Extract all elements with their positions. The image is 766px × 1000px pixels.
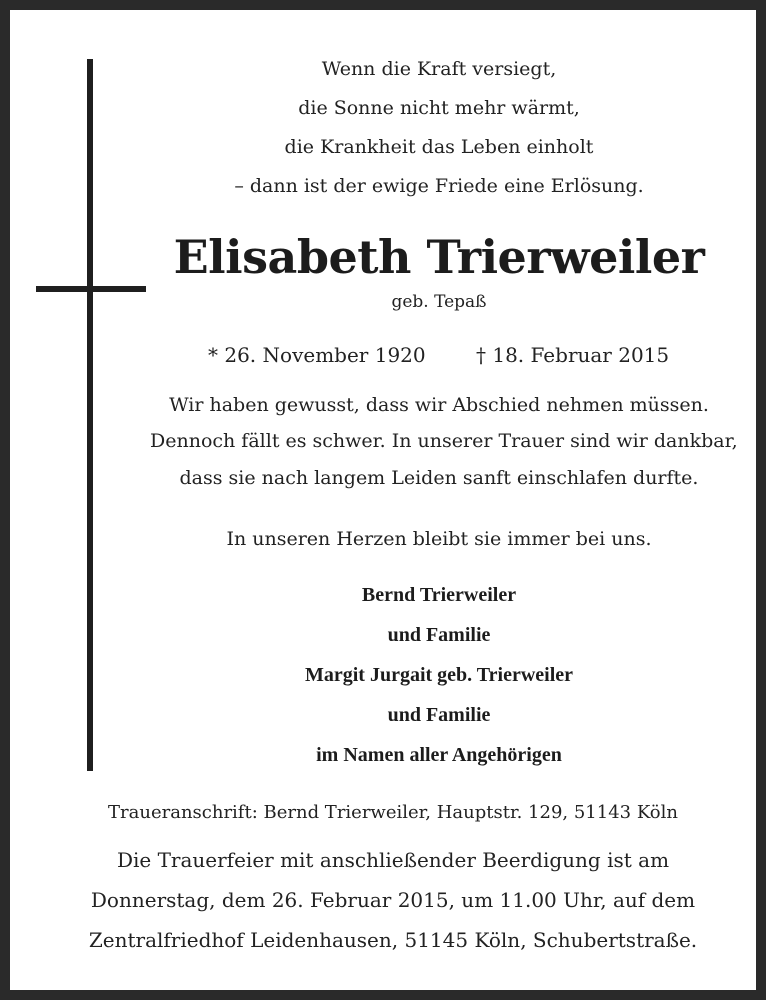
birth-name: geb. Tepaß: [391, 292, 487, 312]
mourner-line: im Namen aller Angehörigen: [316, 744, 562, 766]
mourner-line: Bernd Trierweiler: [361, 584, 517, 606]
verse-line: – dann ist der ewige Friede eine Erlösung.: [234, 175, 644, 197]
life-dates: [150, 343, 728, 367]
death-date: † 18. Februar 2015: [476, 343, 670, 367]
cross-vertical-bar: [87, 59, 93, 771]
mourning-address: Traueranschrift: Bernd Trierweiler, Hauptstr. 129, 51143 Köln: [108, 802, 678, 823]
cross-horizontal-bar: [36, 286, 146, 292]
verse-line: die Sonne nicht mehr wärmt,: [298, 97, 580, 119]
message-line: Wir haben gewusst, dass wir Abschied nehmen müssen.: [169, 394, 709, 416]
service-line: Die Trauerfeier mit anschließender Beerdigung ist am: [116, 848, 670, 872]
service-line: Donnerstag, dem 26. Februar 2015, um 11.00 Uhr, auf dem: [90, 888, 696, 912]
verse-line: die Krankheit das Leben einholt: [284, 136, 594, 158]
service-line: Zentralfriedhof Leidenhausen, 51145 Köln, Schubertstraße.: [88, 928, 698, 952]
mourner-line: und Familie: [387, 624, 491, 646]
closing-line: In unseren Herzen bleibt sie immer bei uns.: [226, 528, 652, 550]
verse-line: Wenn die Kraft versiegt,: [321, 58, 557, 80]
deceased-name: Elisabeth Trierweiler: [173, 230, 705, 284]
mourner-line: Margit Jurgait geb. Trierweiler: [304, 664, 574, 686]
mourner-line: und Familie: [387, 704, 491, 726]
message-line: Dennoch fällt es schwer. In unserer Trauer sind wir dankbar,: [150, 430, 738, 452]
message-line: dass sie nach langem Leiden sanft einschlafen durfte.: [179, 467, 699, 489]
birth-date: * 26. November 1920: [208, 343, 426, 367]
